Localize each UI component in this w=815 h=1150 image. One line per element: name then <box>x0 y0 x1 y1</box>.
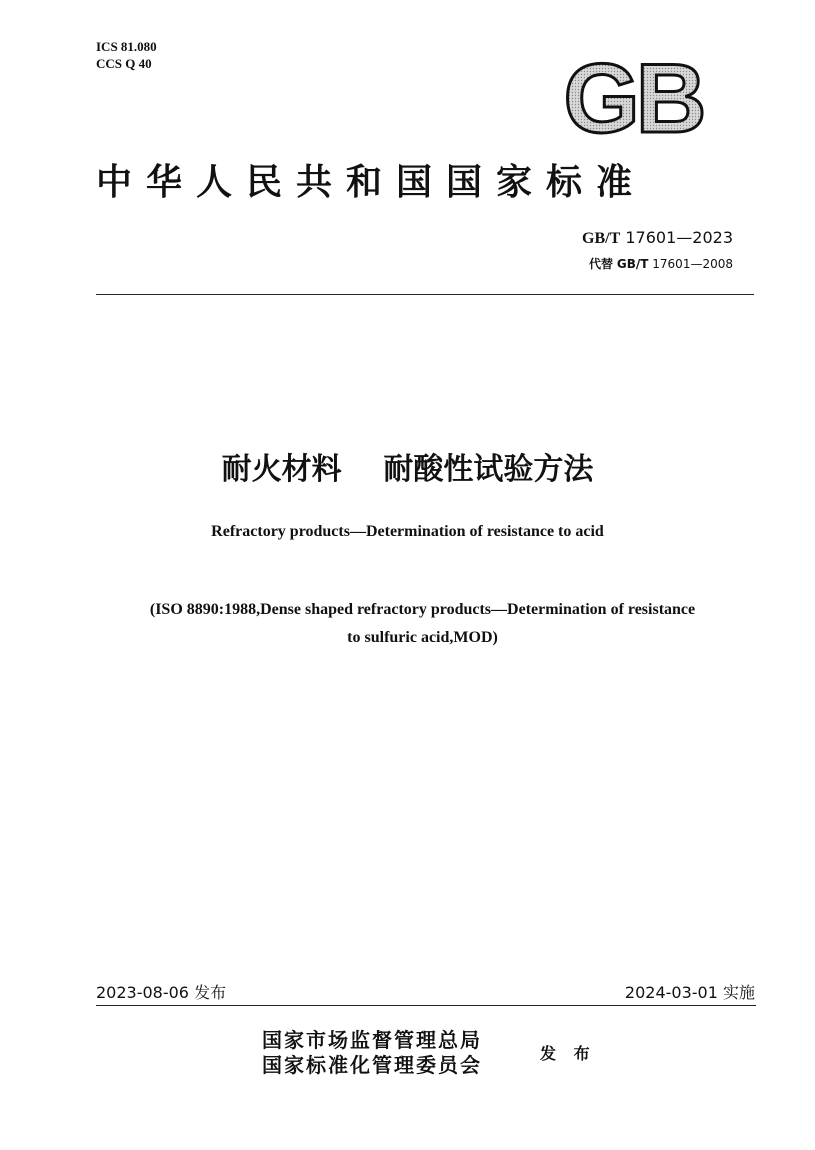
replaces-label: 代替 <box>589 257 614 271</box>
iso-reference <box>90 596 755 652</box>
issuer-samr: 国家市场监督管理总局 <box>262 1028 482 1052</box>
issue-date: 2023-08-06 发布 <box>96 983 227 1002</box>
iso-reference-line-2: to sulfuric acid,MOD) <box>347 629 498 646</box>
ics-code: ICS 81.080 <box>96 39 157 54</box>
classification-codes <box>96 38 157 72</box>
standard-prefix: GB/T <box>582 230 621 247</box>
issuing-authorities <box>262 1028 482 1078</box>
gb-logo-lettering: GB <box>563 52 703 142</box>
document-title-english: Refractory products—Determination of resistance to acid <box>211 523 604 540</box>
replaces-prefix: GB/T <box>616 257 649 271</box>
issue-label: 发 布 <box>540 1044 596 1063</box>
replaces-standard <box>589 256 733 272</box>
ccs-code: CCS Q 40 <box>96 56 152 71</box>
standard-number <box>582 228 733 249</box>
iso-reference-line-1: (ISO 8890:1988,Dense shaped refractory products—Determination of resistance <box>149 601 696 618</box>
issuer-sac: 国家标准化管理委员会 <box>262 1053 482 1077</box>
implementation-date: 2024-03-01 实施 <box>624 983 755 1002</box>
document-title-chinese: 耐火材料 耐酸性试验方法 <box>221 452 594 487</box>
footer-divider <box>96 1005 756 1006</box>
gb-logo <box>553 52 713 142</box>
national-standard-title: 中华人民共和国国家标准 <box>96 161 647 203</box>
header-divider <box>96 294 754 295</box>
standard-code: 17601—2023 <box>625 228 733 247</box>
replaces-code: 17601—2008 <box>652 257 733 271</box>
